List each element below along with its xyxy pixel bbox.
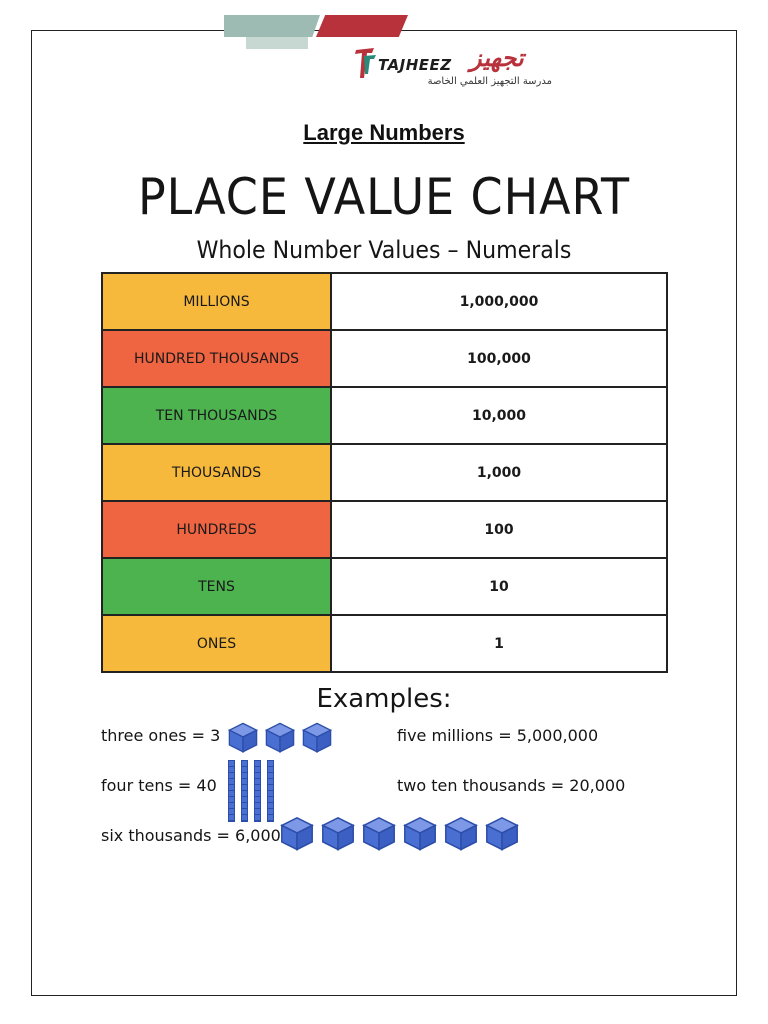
ten-rod-icon [254, 760, 261, 822]
logo-subtitle-arabic: مدرسة التجهيز العلمي الخاصة [427, 76, 552, 87]
logo-mark-icon [352, 44, 378, 80]
place-label: THOUSANDS [102, 444, 331, 501]
thousand-cube-icon [442, 814, 480, 852]
thousand-cube-icon [278, 814, 316, 852]
unit-cube-icon [300, 720, 334, 758]
table-row [102, 615, 667, 672]
unit-cube-icon [263, 720, 297, 758]
example-two-ten-thousands: two ten thousands = 20,000 [397, 776, 626, 795]
place-value-table [101, 272, 668, 673]
place-label: TEN THOUSANDS [102, 387, 331, 444]
examples-heading: Examples: [316, 684, 452, 714]
table-row [102, 501, 667, 558]
thousand-cube-icon [401, 814, 439, 852]
place-value: 100 [331, 501, 667, 558]
place-value: 10 [331, 558, 667, 615]
place-value: 1,000,000 [331, 273, 667, 330]
place-value: 1 [331, 615, 667, 672]
logo-text-arabic: تجهيز [470, 44, 524, 72]
header-stripe-light [246, 37, 308, 49]
header-stripe-red [316, 15, 408, 37]
table-row [102, 273, 667, 330]
school-logo [352, 44, 558, 90]
example-six-thousands: six thousands = 6,000 [101, 826, 281, 845]
table-row [102, 387, 667, 444]
place-label: ONES [102, 615, 331, 672]
place-value: 1,000 [331, 444, 667, 501]
header-stripe-teal [224, 15, 320, 37]
table-row [102, 330, 667, 387]
example-three-ones: three ones = 3 [101, 726, 221, 745]
thousand-cube-icon [319, 814, 357, 852]
logo-text-latin: TAJHEEZ [378, 56, 452, 74]
table-row [102, 444, 667, 501]
unit-cube-icon [226, 720, 260, 758]
example-five-millions: five millions = 5,000,000 [397, 726, 599, 745]
chart-heading: PLACE VALUE CHART [137, 168, 631, 226]
chart-subheading: Whole Number Values – Numerals [196, 236, 572, 264]
place-label: HUNDRED THOUSANDS [102, 330, 331, 387]
ten-rod-icon [241, 760, 248, 822]
thousand-cube-icon [360, 814, 398, 852]
ten-rod-icon [228, 760, 235, 822]
place-label: TENS [102, 558, 331, 615]
example-four-tens: four tens = 40 [101, 776, 217, 795]
place-value: 10,000 [331, 387, 667, 444]
table-row [102, 558, 667, 615]
page-title: Large Numbers [303, 120, 465, 145]
place-value: 100,000 [331, 330, 667, 387]
place-label: MILLIONS [102, 273, 331, 330]
place-label: HUNDREDS [102, 501, 331, 558]
ten-rod-icon [267, 760, 274, 822]
thousand-cube-icon [483, 814, 521, 852]
